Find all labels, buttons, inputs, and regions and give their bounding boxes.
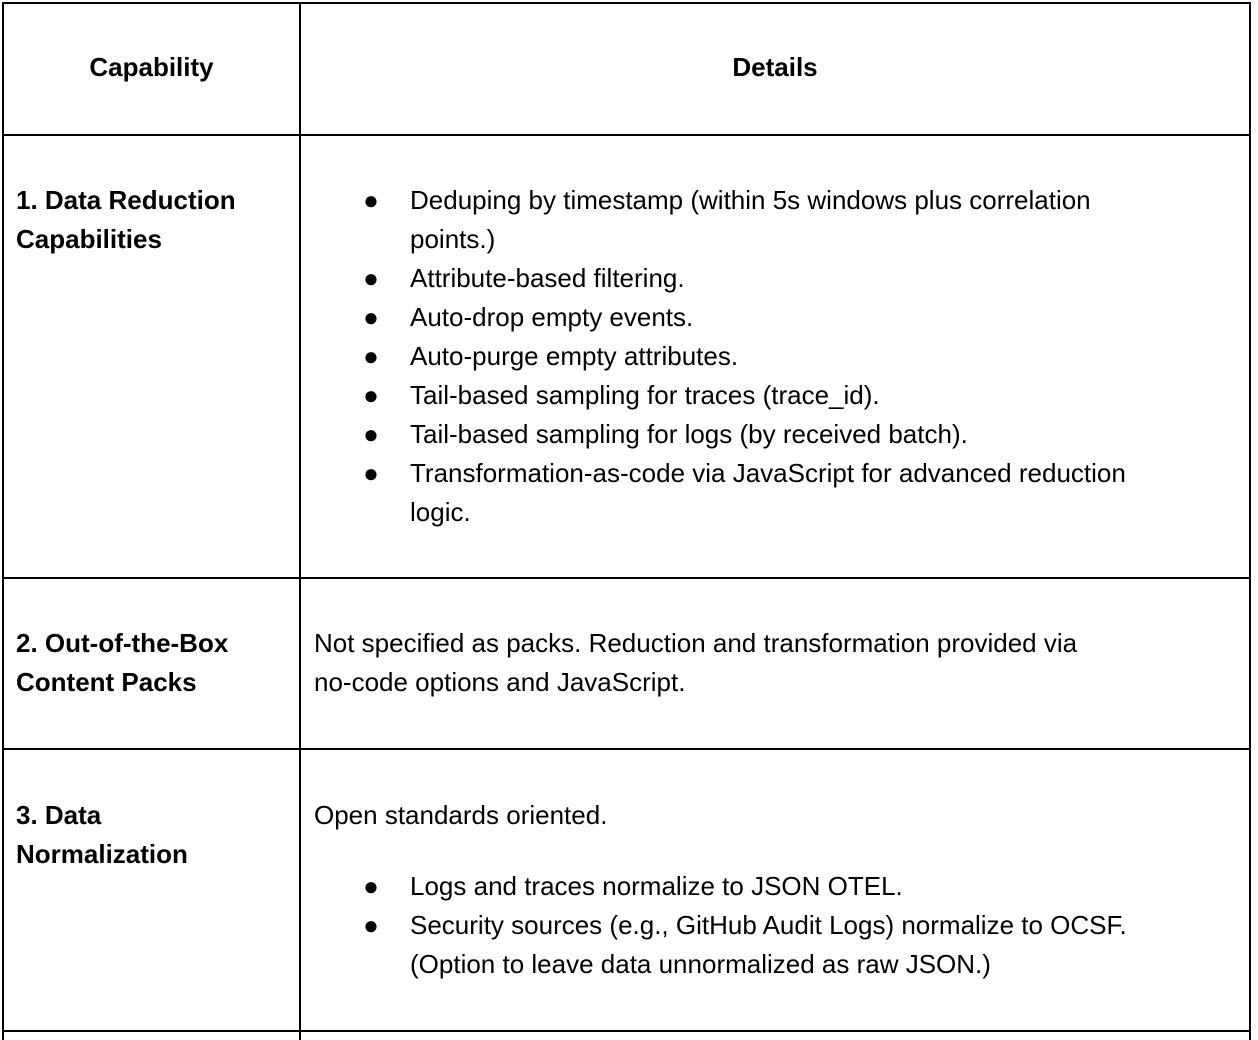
row-1-capability xyxy=(16,181,236,259)
bullet-icon: ● xyxy=(363,263,379,293)
row-3-capability-line: Normalization xyxy=(16,839,188,869)
row-3-bullet-list xyxy=(358,867,1127,984)
list-item xyxy=(358,181,1126,259)
list-item xyxy=(358,337,1126,376)
bullet-icon: ● xyxy=(363,380,379,410)
list-item-line: (Option to leave data unnormalized as raw JSON.) xyxy=(410,949,991,979)
list-item xyxy=(358,415,1126,454)
table-row-divider xyxy=(2,748,1251,750)
row-3-capability xyxy=(16,796,188,874)
list-item xyxy=(358,376,1126,415)
row-1-capability-line: Capabilities xyxy=(16,224,162,254)
bullet-icon: ● xyxy=(363,910,379,940)
row-2-capability-line: 2. Out-of-the-Box xyxy=(16,628,229,658)
table-border-right xyxy=(1249,2,1251,1040)
list-item-line: points.) xyxy=(410,224,496,254)
header-details: Details xyxy=(732,52,818,82)
list-item xyxy=(358,867,1127,906)
list-item-line: Tail-based sampling for traces (trace_id). xyxy=(410,380,880,410)
table-row-divider xyxy=(2,1030,1251,1032)
row-3-intro: Open standards oriented. xyxy=(314,800,608,830)
bullet-icon: ● xyxy=(363,458,379,488)
list-item xyxy=(358,906,1127,984)
row-2-details-line: Not specified as packs. Reduction and transformation provided via xyxy=(314,628,1078,658)
list-item-line: Security sources (e.g., GitHub Audit Logs) normalize to OCSF. xyxy=(410,910,1127,940)
row-2-details xyxy=(314,624,1077,702)
list-item-line: Tail-based sampling for logs (by received batch). xyxy=(410,419,968,449)
table-border-top xyxy=(2,2,1251,4)
list-item-line: Auto-purge empty attributes. xyxy=(410,341,739,371)
bullet-icon: ● xyxy=(363,185,379,215)
header-capability: Capability xyxy=(89,52,214,82)
bullet-icon: ● xyxy=(363,302,379,332)
list-item-line: Deduping by timestamp (within 5s windows plus correlation xyxy=(410,185,1091,215)
list-item xyxy=(358,259,1126,298)
table-row-divider xyxy=(2,134,1251,136)
table-column-divider xyxy=(299,2,301,1040)
bullet-icon: ● xyxy=(363,871,379,901)
table-row-divider xyxy=(2,577,1251,579)
list-item-line: Transformation-as-code via JavaScript for advanced reduction xyxy=(410,458,1126,488)
row-1-bullet-list xyxy=(358,181,1126,532)
row-2-capability xyxy=(16,624,228,702)
row-1-capability-line: 1. Data Reduction xyxy=(16,185,236,215)
row-3-capability-line: 3. Data xyxy=(16,800,102,830)
table-border-left xyxy=(2,2,4,1040)
row-2-capability-line: Content Packs xyxy=(16,667,197,697)
row-2-details-line: no-code options and JavaScript. xyxy=(314,667,686,697)
list-item-line: logic. xyxy=(410,497,471,527)
bullet-icon: ● xyxy=(363,341,379,371)
list-item xyxy=(358,454,1126,532)
list-item xyxy=(358,298,1126,337)
bullet-icon: ● xyxy=(363,419,379,449)
list-item-line: Logs and traces normalize to JSON OTEL. xyxy=(410,871,903,901)
list-item-line: Attribute-based filtering. xyxy=(410,263,685,293)
list-item-line: Auto-drop empty events. xyxy=(410,302,694,332)
